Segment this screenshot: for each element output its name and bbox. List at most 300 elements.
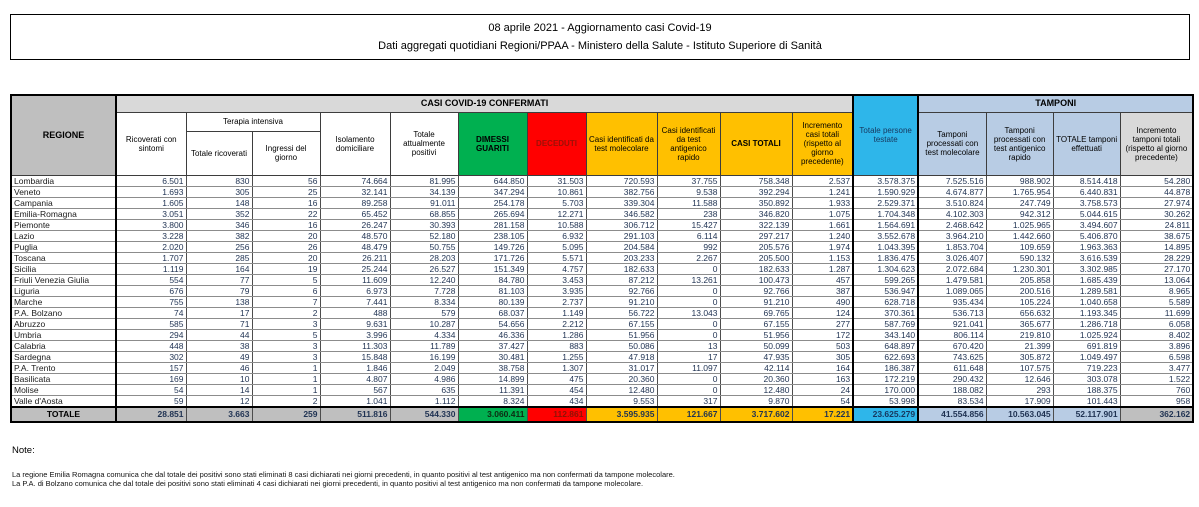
value-cell: 6.973 bbox=[320, 285, 390, 296]
value-cell: 277 bbox=[792, 318, 853, 329]
group-header-terapia-intensiva: Terapia intensiva bbox=[186, 112, 320, 131]
value-cell: 1.853.704 bbox=[918, 241, 986, 252]
totals-value-cell: 362.162 bbox=[1120, 407, 1193, 422]
value-cell: 81.103 bbox=[458, 285, 527, 296]
value-cell: 3 bbox=[252, 318, 320, 329]
value-cell: 109.659 bbox=[986, 241, 1053, 252]
value-cell: 1.040.658 bbox=[1053, 296, 1120, 307]
value-cell: 448 bbox=[116, 340, 186, 351]
value-cell: 31.503 bbox=[527, 175, 586, 186]
report-title-line2: Dati aggregati quotidiani Regioni/PPAA - Ministero della Salute - Istituto Superiore di Sanità bbox=[378, 40, 822, 53]
value-cell: 28.229 bbox=[1120, 252, 1193, 263]
value-cell: 74 bbox=[116, 307, 186, 318]
value-cell: 1.707 bbox=[116, 252, 186, 263]
value-cell: 281.158 bbox=[458, 219, 527, 230]
table-row bbox=[11, 329, 1193, 340]
value-cell: 172.219 bbox=[853, 373, 918, 384]
value-cell: 10.861 bbox=[527, 186, 586, 197]
value-cell: 2.020 bbox=[116, 241, 186, 252]
value-cell: 599.265 bbox=[853, 274, 918, 285]
value-cell: 3.228 bbox=[116, 230, 186, 241]
totals-value-cell: 3.060.411 bbox=[458, 407, 527, 422]
value-cell: 5.406.870 bbox=[1053, 230, 1120, 241]
value-cell: 7.441 bbox=[320, 296, 390, 307]
value-cell: 25.244 bbox=[320, 263, 390, 274]
value-cell: 3.800 bbox=[116, 219, 186, 230]
value-cell: 635 bbox=[390, 384, 458, 395]
value-cell: 676 bbox=[116, 285, 186, 296]
value-cell: 100.473 bbox=[720, 274, 792, 285]
totals-value-cell: 17.221 bbox=[792, 407, 853, 422]
value-cell: 38.675 bbox=[1120, 230, 1193, 241]
note-line-emilia-romagna: La regione Emilia Romagna comunica che dal totale dei positivi sono stati eliminati 8 casi dichiarati nei giorni precedenti, in quanto positivi al test antigenico ma non confermati da tampone molecolare. bbox=[12, 469, 675, 479]
value-cell: 16 bbox=[252, 197, 320, 208]
value-cell: 1.289.581 bbox=[1053, 285, 1120, 296]
value-cell: 84.780 bbox=[458, 274, 527, 285]
value-cell: 1 bbox=[252, 384, 320, 395]
region-cell: Valle d'Aosta bbox=[11, 395, 116, 407]
value-cell: 1.963.363 bbox=[1053, 241, 1120, 252]
value-cell: 554 bbox=[116, 274, 186, 285]
value-cell: 352 bbox=[186, 208, 252, 219]
value-cell: 1.605 bbox=[116, 197, 186, 208]
value-cell: 16 bbox=[252, 219, 320, 230]
value-cell: 10.287 bbox=[390, 318, 458, 329]
value-cell: 1.112 bbox=[390, 395, 458, 407]
value-cell: 0 bbox=[657, 263, 720, 274]
value-cell: 27.974 bbox=[1120, 197, 1193, 208]
value-cell: 26.247 bbox=[320, 219, 390, 230]
value-cell: 8.514.418 bbox=[1053, 175, 1120, 186]
value-cell: 56.722 bbox=[586, 307, 657, 318]
value-cell: 590.132 bbox=[986, 252, 1053, 263]
value-cell: 164 bbox=[186, 263, 252, 274]
table-row bbox=[11, 362, 1193, 373]
region-cell: Lazio bbox=[11, 230, 116, 241]
value-cell: 68.037 bbox=[458, 307, 527, 318]
value-cell: 4.674.877 bbox=[918, 186, 986, 197]
totals-value-cell: 3.595.935 bbox=[586, 407, 657, 422]
value-cell: 305 bbox=[186, 186, 252, 197]
value-cell: 51.956 bbox=[586, 329, 657, 340]
col-header-totale-ricoverati: Totale ricoverati bbox=[186, 131, 252, 175]
value-cell: 4.757 bbox=[527, 263, 586, 274]
value-cell: 11.097 bbox=[657, 362, 720, 373]
value-cell: 1.661 bbox=[792, 219, 853, 230]
totals-value-cell: 41.554.856 bbox=[918, 407, 986, 422]
value-cell: 32.141 bbox=[320, 186, 390, 197]
region-cell: Piemonte bbox=[11, 219, 116, 230]
value-cell: 7.728 bbox=[390, 285, 458, 296]
value-cell: 3 bbox=[252, 340, 320, 351]
table-body bbox=[11, 175, 1193, 422]
value-cell: 67.155 bbox=[720, 318, 792, 329]
value-cell: 339.304 bbox=[586, 197, 657, 208]
value-cell: 3.552.678 bbox=[853, 230, 918, 241]
value-cell: 107.575 bbox=[986, 362, 1053, 373]
value-cell: 74.664 bbox=[320, 175, 390, 186]
table-row bbox=[11, 318, 1193, 329]
totals-value-cell: 3.663 bbox=[186, 407, 252, 422]
region-cell: P.A. Trento bbox=[11, 362, 116, 373]
table-row bbox=[11, 384, 1193, 395]
value-cell: 1.149 bbox=[527, 307, 586, 318]
value-cell: 1.693 bbox=[116, 186, 186, 197]
value-cell: 0 bbox=[657, 285, 720, 296]
value-cell: 56 bbox=[252, 175, 320, 186]
value-cell: 12 bbox=[186, 395, 252, 407]
value-cell: 42.114 bbox=[720, 362, 792, 373]
value-cell: 8.324 bbox=[458, 395, 527, 407]
region-cell: Umbria bbox=[11, 329, 116, 340]
value-cell: 1.304.623 bbox=[853, 263, 918, 274]
value-cell: 303.078 bbox=[1053, 373, 1120, 384]
value-cell: 611.648 bbox=[918, 362, 986, 373]
value-cell: 3.051 bbox=[116, 208, 186, 219]
value-cell: 365.677 bbox=[986, 318, 1053, 329]
value-cell: 1.933 bbox=[792, 197, 853, 208]
value-cell: 3.477 bbox=[1120, 362, 1193, 373]
value-cell: 12.480 bbox=[586, 384, 657, 395]
value-cell: 585 bbox=[116, 318, 186, 329]
value-cell: 3.964.210 bbox=[918, 230, 986, 241]
value-cell: 5.703 bbox=[527, 197, 586, 208]
table-row bbox=[11, 351, 1193, 362]
col-header-totale-tamponi: TOTALE tamponi effettuati bbox=[1053, 112, 1120, 175]
col-header-isolamento: Isolamento domiciliare bbox=[320, 112, 390, 175]
value-cell: 6.114 bbox=[657, 230, 720, 241]
value-cell: 205.576 bbox=[720, 241, 792, 252]
value-cell: 1.193.345 bbox=[1053, 307, 1120, 318]
col-header-casi-molecolare: Casi identificati da test molecolare bbox=[586, 112, 657, 175]
value-cell: 0 bbox=[657, 296, 720, 307]
region-cell: Friuli Venezia Giulia bbox=[11, 274, 116, 285]
value-cell: 92.766 bbox=[586, 285, 657, 296]
region-cell: P.A. Bolzano bbox=[11, 307, 116, 318]
value-cell: 1.590.929 bbox=[853, 186, 918, 197]
value-cell: 50.099 bbox=[720, 340, 792, 351]
value-cell: 67.155 bbox=[586, 318, 657, 329]
value-cell: 294 bbox=[116, 329, 186, 340]
value-cell: 44.878 bbox=[1120, 186, 1193, 197]
col-header-persone-testate: Totale persone testate bbox=[853, 95, 918, 175]
value-cell: 1.230.301 bbox=[986, 263, 1053, 274]
value-cell: 14.899 bbox=[458, 373, 527, 384]
value-cell: 52.180 bbox=[390, 230, 458, 241]
table-row bbox=[11, 186, 1193, 197]
value-cell: 11.391 bbox=[458, 384, 527, 395]
value-cell: 8.334 bbox=[390, 296, 458, 307]
value-cell: 15.427 bbox=[657, 219, 720, 230]
value-cell: 806.114 bbox=[918, 329, 986, 340]
col-header-incremento-tamponi: Incremento tamponi totali (rispetto al giorno precedente) bbox=[1120, 112, 1193, 175]
col-header-incremento-casi: Incremento casi totali (rispetto al giorno precedente) bbox=[792, 112, 853, 175]
value-cell: 6 bbox=[252, 285, 320, 296]
value-cell: 0 bbox=[657, 384, 720, 395]
value-cell: 346.582 bbox=[586, 208, 657, 219]
table-row bbox=[11, 230, 1193, 241]
value-cell: 80.139 bbox=[458, 296, 527, 307]
value-cell: 2.049 bbox=[390, 362, 458, 373]
value-cell: 205.858 bbox=[986, 274, 1053, 285]
value-cell: 50.755 bbox=[390, 241, 458, 252]
value-cell: 1.846 bbox=[320, 362, 390, 373]
region-cell: Toscana bbox=[11, 252, 116, 263]
value-cell: 1.765.954 bbox=[986, 186, 1053, 197]
value-cell: 9.538 bbox=[657, 186, 720, 197]
col-header-ingressi-giorno: Ingressi del giorno bbox=[252, 131, 320, 175]
value-cell: 1.479.581 bbox=[918, 274, 986, 285]
region-cell: Calabria bbox=[11, 340, 116, 351]
value-cell: 38 bbox=[186, 340, 252, 351]
value-cell: 454 bbox=[527, 384, 586, 395]
value-cell: 322.139 bbox=[720, 219, 792, 230]
value-cell: 14 bbox=[186, 384, 252, 395]
value-cell: 22 bbox=[252, 208, 320, 219]
value-cell: 536.713 bbox=[918, 307, 986, 318]
value-cell: 47.935 bbox=[720, 351, 792, 362]
value-cell: 12.271 bbox=[527, 208, 586, 219]
value-cell: 382.756 bbox=[586, 186, 657, 197]
note-line-bolzano: La P.A. di Bolzano comunica che dal totale dei positivi sono stati eliminati 4 casi dichiarati nei giorni precedenti, in quanto positivi al test antigenico ma non confermati da tampone molecolare. bbox=[12, 479, 644, 488]
region-cell: Molise bbox=[11, 384, 116, 395]
col-header-tamponi-antigenico: Tamponi processati con test antigenico rapido bbox=[986, 112, 1053, 175]
value-cell: 254.178 bbox=[458, 197, 527, 208]
value-cell: 648.897 bbox=[853, 340, 918, 351]
value-cell: 830 bbox=[186, 175, 252, 186]
value-cell: 1.025.924 bbox=[1053, 329, 1120, 340]
value-cell: 1.049.497 bbox=[1053, 351, 1120, 362]
value-cell: 205.500 bbox=[720, 252, 792, 263]
region-cell: Lombardia bbox=[11, 175, 116, 186]
col-header-ricoverati: Ricoverati con sintomi bbox=[116, 112, 186, 175]
value-cell: 59 bbox=[116, 395, 186, 407]
value-cell: 219.810 bbox=[986, 329, 1053, 340]
value-cell: 7.525.516 bbox=[918, 175, 986, 186]
value-cell: 285 bbox=[186, 252, 252, 263]
value-cell: 758.348 bbox=[720, 175, 792, 186]
totals-value-cell: 511.816 bbox=[320, 407, 390, 422]
value-cell: 290.432 bbox=[918, 373, 986, 384]
value-cell: 3.896 bbox=[1120, 340, 1193, 351]
table-row bbox=[11, 197, 1193, 208]
value-cell: 71 bbox=[186, 318, 252, 329]
value-cell: 30.481 bbox=[458, 351, 527, 362]
value-cell: 53.998 bbox=[853, 395, 918, 407]
value-cell: 5 bbox=[252, 329, 320, 340]
value-cell: 17 bbox=[186, 307, 252, 318]
value-cell: 200.516 bbox=[986, 285, 1053, 296]
value-cell: 46 bbox=[186, 362, 252, 373]
value-cell: 170.000 bbox=[853, 384, 918, 395]
value-cell: 204.584 bbox=[586, 241, 657, 252]
value-cell: 350.892 bbox=[720, 197, 792, 208]
value-cell: 163 bbox=[792, 373, 853, 384]
value-cell: 68.855 bbox=[390, 208, 458, 219]
value-cell: 628.718 bbox=[853, 296, 918, 307]
value-cell: 1.442.660 bbox=[986, 230, 1053, 241]
value-cell: 5.589 bbox=[1120, 296, 1193, 307]
value-cell: 14.895 bbox=[1120, 241, 1193, 252]
region-cell: Marche bbox=[11, 296, 116, 307]
value-cell: 670.420 bbox=[918, 340, 986, 351]
value-cell: 20.360 bbox=[720, 373, 792, 384]
totals-value-cell: 112.861 bbox=[527, 407, 586, 422]
value-cell: 54 bbox=[116, 384, 186, 395]
totals-value-cell: 259 bbox=[252, 407, 320, 422]
value-cell: 1.287 bbox=[792, 263, 853, 274]
value-cell: 12.646 bbox=[986, 373, 1053, 384]
value-cell: 47.918 bbox=[586, 351, 657, 362]
value-cell: 297.217 bbox=[720, 230, 792, 241]
totals-value-cell: 23.625.279 bbox=[853, 407, 918, 422]
value-cell: 11.588 bbox=[657, 197, 720, 208]
value-cell: 171.726 bbox=[458, 252, 527, 263]
value-cell: 1.240 bbox=[792, 230, 853, 241]
value-cell: 4.102.303 bbox=[918, 208, 986, 219]
value-cell: 9.870 bbox=[720, 395, 792, 407]
value-cell: 5.044.615 bbox=[1053, 208, 1120, 219]
table-row bbox=[11, 373, 1193, 384]
totals-row bbox=[11, 407, 1193, 422]
value-cell: 79 bbox=[186, 285, 252, 296]
value-cell: 3.302.985 bbox=[1053, 263, 1120, 274]
value-cell: 34.139 bbox=[390, 186, 458, 197]
totals-value-cell: 3.717.602 bbox=[720, 407, 792, 422]
value-cell: 26.527 bbox=[390, 263, 458, 274]
notes-heading: Note: bbox=[12, 444, 35, 456]
value-cell: 1.089.065 bbox=[918, 285, 986, 296]
value-cell: 587.769 bbox=[853, 318, 918, 329]
value-cell: 46.336 bbox=[458, 329, 527, 340]
value-cell: 387 bbox=[792, 285, 853, 296]
value-cell: 755 bbox=[116, 296, 186, 307]
value-cell: 48.479 bbox=[320, 241, 390, 252]
col-header-tamponi-molecolare: Tamponi processati con test molecolare bbox=[918, 112, 986, 175]
value-cell: 54.280 bbox=[1120, 175, 1193, 186]
value-cell: 11.609 bbox=[320, 274, 390, 285]
value-cell: 16.199 bbox=[390, 351, 458, 362]
value-cell: 11.303 bbox=[320, 340, 390, 351]
value-cell: 2.529.371 bbox=[853, 197, 918, 208]
table-row bbox=[11, 395, 1193, 407]
value-cell: 77 bbox=[186, 274, 252, 285]
value-cell: 2.072.684 bbox=[918, 263, 986, 274]
value-cell: 305.872 bbox=[986, 351, 1053, 362]
value-cell: 148 bbox=[186, 197, 252, 208]
totals-value-cell: 121.667 bbox=[657, 407, 720, 422]
value-cell: 19 bbox=[252, 263, 320, 274]
value-cell: 3.453 bbox=[527, 274, 586, 285]
value-cell: 1.043.395 bbox=[853, 241, 918, 252]
value-cell: 9.631 bbox=[320, 318, 390, 329]
value-cell: 2.468.642 bbox=[918, 219, 986, 230]
totals-value-cell: 10.563.045 bbox=[986, 407, 1053, 422]
value-cell: 12.240 bbox=[390, 274, 458, 285]
value-cell: 958 bbox=[1120, 395, 1193, 407]
totals-value-cell: 544.330 bbox=[390, 407, 458, 422]
value-cell: 305 bbox=[792, 351, 853, 362]
table-row bbox=[11, 219, 1193, 230]
value-cell: 490 bbox=[792, 296, 853, 307]
value-cell: 622.693 bbox=[853, 351, 918, 362]
col-header-deceduti: DECEDUTI bbox=[527, 112, 586, 175]
col-header-casi-antigenico: Casi identificati da test antigenico rapido bbox=[657, 112, 720, 175]
value-cell: 1.255 bbox=[527, 351, 586, 362]
region-cell: Sicilia bbox=[11, 263, 116, 274]
value-cell: 3.026.407 bbox=[918, 252, 986, 263]
value-cell: 5.095 bbox=[527, 241, 586, 252]
value-cell: 186.387 bbox=[853, 362, 918, 373]
value-cell: 2.267 bbox=[657, 252, 720, 263]
value-cell: 149.726 bbox=[458, 241, 527, 252]
value-cell: 27.170 bbox=[1120, 263, 1193, 274]
table-row bbox=[11, 296, 1193, 307]
value-cell: 188.082 bbox=[918, 384, 986, 395]
value-cell: 1.119 bbox=[116, 263, 186, 274]
value-cell: 11.699 bbox=[1120, 307, 1193, 318]
value-cell: 370.361 bbox=[853, 307, 918, 318]
region-cell: Puglia bbox=[11, 241, 116, 252]
value-cell: 101.443 bbox=[1053, 395, 1120, 407]
value-cell: 17.909 bbox=[986, 395, 1053, 407]
value-cell: 2.212 bbox=[527, 318, 586, 329]
value-cell: 567 bbox=[320, 384, 390, 395]
value-cell: 1.974 bbox=[792, 241, 853, 252]
value-cell: 306.712 bbox=[586, 219, 657, 230]
col-header-dimessi-guariti: DIMESSI GUARITI bbox=[458, 112, 527, 175]
table-row bbox=[11, 252, 1193, 263]
value-cell: 4.807 bbox=[320, 373, 390, 384]
value-cell: 54.656 bbox=[458, 318, 527, 329]
value-cell: 25 bbox=[252, 186, 320, 197]
value-cell: 719.223 bbox=[1053, 362, 1120, 373]
table-row bbox=[11, 340, 1193, 351]
value-cell: 17 bbox=[657, 351, 720, 362]
value-cell: 3.616.539 bbox=[1053, 252, 1120, 263]
totals-value-cell: 28.851 bbox=[116, 407, 186, 422]
table-row bbox=[11, 285, 1193, 296]
value-cell: 151.349 bbox=[458, 263, 527, 274]
value-cell: 30.393 bbox=[390, 219, 458, 230]
value-cell: 1.704.348 bbox=[853, 208, 918, 219]
value-cell: 392.294 bbox=[720, 186, 792, 197]
region-cell: Campania bbox=[11, 197, 116, 208]
value-cell: 1.241 bbox=[792, 186, 853, 197]
value-cell: 4.986 bbox=[390, 373, 458, 384]
value-cell: 20 bbox=[252, 252, 320, 263]
value-cell: 20 bbox=[252, 230, 320, 241]
value-cell: 10 bbox=[186, 373, 252, 384]
value-cell: 656.632 bbox=[986, 307, 1053, 318]
value-cell: 13.261 bbox=[657, 274, 720, 285]
value-cell: 91.011 bbox=[390, 197, 458, 208]
value-cell: 265.694 bbox=[458, 208, 527, 219]
value-cell: 10.588 bbox=[527, 219, 586, 230]
value-cell: 256 bbox=[186, 241, 252, 252]
value-cell: 346.820 bbox=[720, 208, 792, 219]
value-cell: 3.996 bbox=[320, 329, 390, 340]
value-cell: 12.480 bbox=[720, 384, 792, 395]
region-cell: Abruzzo bbox=[11, 318, 116, 329]
value-cell: 49 bbox=[186, 351, 252, 362]
value-cell: 31.017 bbox=[586, 362, 657, 373]
value-cell: 2.737 bbox=[527, 296, 586, 307]
value-cell: 6.058 bbox=[1120, 318, 1193, 329]
value-cell: 6.501 bbox=[116, 175, 186, 186]
value-cell: 54 bbox=[792, 395, 853, 407]
value-cell: 475 bbox=[527, 373, 586, 384]
